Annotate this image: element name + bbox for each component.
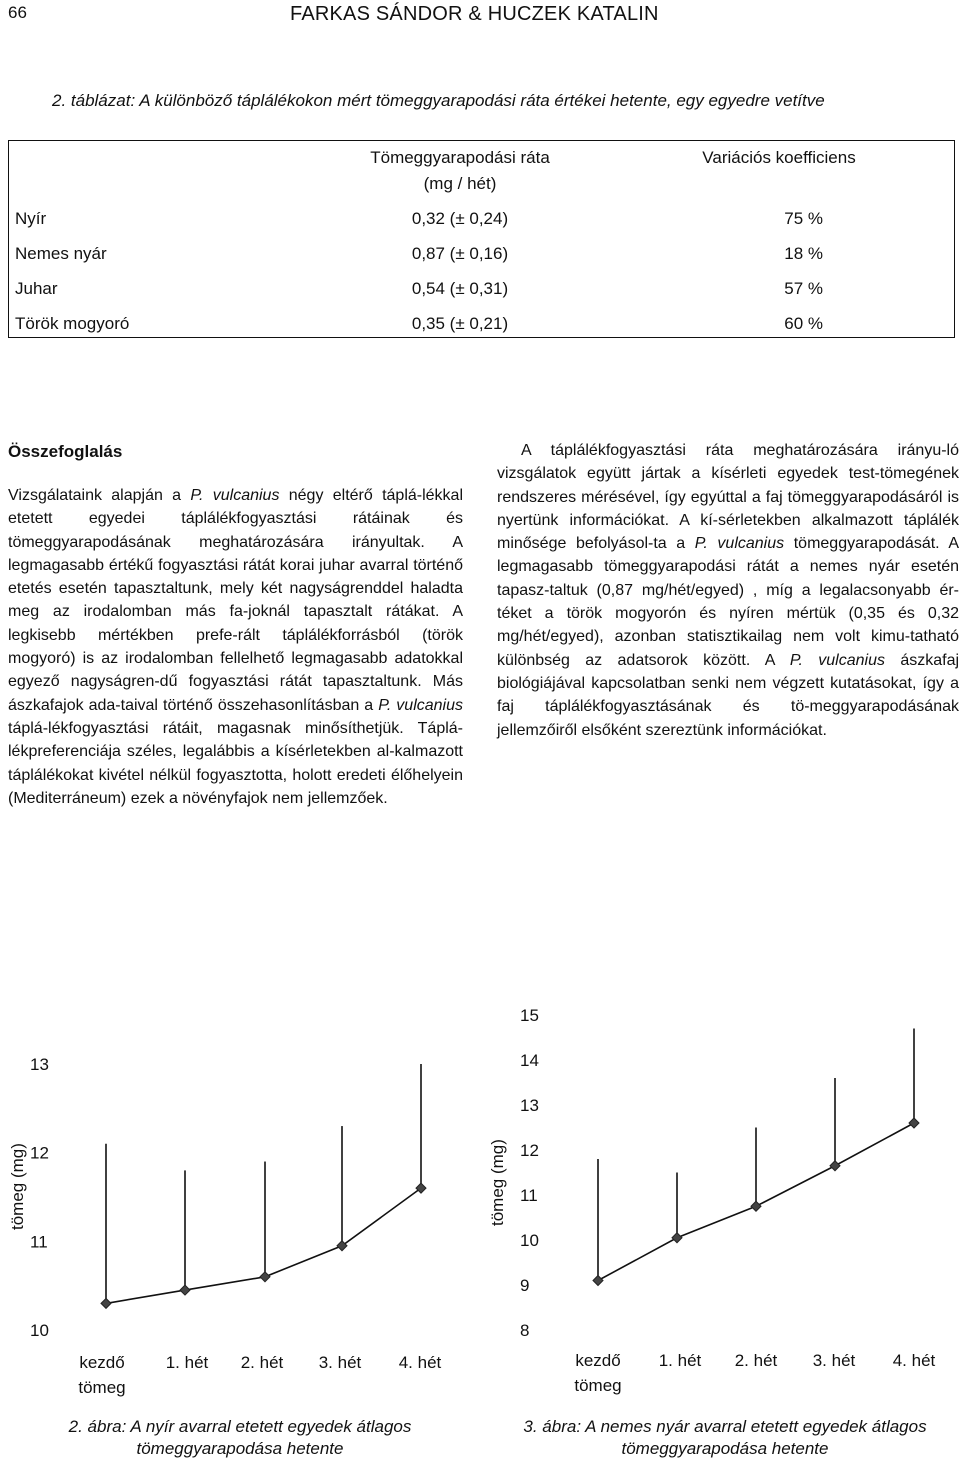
text-span: négy eltérő táplá-lékkal etetett egyedei táplálékfogyasztási rátáinak és tömeggyarapodásának meghatározására irányultak. A legmagasabb értékű fogyasztási rátát korai juhar avarral történő etetés esetén tapasztaltunk, mely két nagyságrenddel haladta meg az irodalomban más fa-joknál tapasztalt rátákat. A legkisebb mértékben prefe-rált táplálékforrásból (török mogyoró) is az irodalomban fellelhető legmagasabb adatokkal egyező nagyságren-dű fogyasztási rátát tapasztaltunk. Más ászkafajok ada-taival történő összehasonlításban a <box>8 487 464 714</box>
row-rate: 0,32 (± 0,24) <box>411 209 509 228</box>
data-point-marker <box>180 1285 190 1295</box>
col-header-cv: Variációs koefficiens <box>702 148 856 167</box>
text-span: táplá-lékfogyasztási rátáit, magasnak minősíthetjük. Táplá-lékpreferenciája széles, legalábbis a kísérletekben al-kalmazott táplálékokat kivétel nélkül fogyasztotta, holott eredeti élőhelyein (Mediterráneum) ezek a növényfajok nem jellemzőek. <box>8 719 463 807</box>
text-span: ászkafaj biológiájával kapcsolatban senki nem végzett kutatásokat, így a faj táplálékfogyasztásának és tö-meggyarapodásának jellemzőiről elsőként szereztünk információkat. <box>497 651 960 739</box>
data-point-marker <box>830 1161 840 1171</box>
row-name: Nemes nyár <box>15 244 107 263</box>
data-point-marker <box>101 1298 111 1308</box>
text-span: tömeggyarapodását. A legmagasabb tömeggyarapodási rátát a nemes nyár esetén tapasz-taltuk (0,87 mg/hét/egyed) , míg a legalacsonyabb ér-téket a török mogyorón és nyíren mértük (0,35 és 0,32 mg/hét/egyed), azonban statisztikailag nem volt kimu-tatható különbség az adatsorok között. A <box>497 535 959 669</box>
x-tick-label: 1. hét <box>658 1351 702 1370</box>
figure-2-caption-line2: tömeggyarapodása hetente <box>136 1439 344 1458</box>
y-tick-label: 12 <box>30 1143 49 1163</box>
text-span: A táplálékfogyasztási ráta meghatározására irányu-ló vizsgálatok együtt jártak a kísérleti egyedek test-tömegének rendszeres mérésével, így egyúttal a faj tömeggyarapodásáról is nyertünk információkat. A kí-sérletekben alkalmazott táplálék minősége befolyásol-ta a <box>497 442 959 553</box>
species-name: P. vulcanius <box>378 696 463 714</box>
row-name: Török mogyoró <box>15 314 130 333</box>
chart-nemes-nyar-weight <box>480 1000 960 1420</box>
row-rate: 0,87 (± 0,16) <box>411 244 509 263</box>
chart-nyir-weight <box>0 1000 480 1420</box>
y-tick-label: 12 <box>520 1141 539 1160</box>
data-point-marker <box>751 1201 761 1211</box>
y-tick-label: 11 <box>520 1186 538 1205</box>
running-header: FARKAS SÁNDOR & HUCZEK KATALIN <box>290 3 659 25</box>
summary-title: Összefoglalás <box>8 442 123 461</box>
y-tick-label: 13 <box>30 1055 49 1074</box>
y-tick-label: 14 <box>520 1051 539 1070</box>
row-name: Nyír <box>15 209 47 228</box>
species-name: P. vulcanius <box>789 651 885 669</box>
series-line <box>106 1188 421 1303</box>
y-tick-label: 13 <box>520 1096 539 1115</box>
row-cv: 57 % <box>784 279 823 298</box>
col-header-rate: Tömeggyarapodási ráta <box>370 148 550 167</box>
row-name: Juhar <box>15 279 58 298</box>
x-tick-label: 1. hét <box>165 1353 209 1372</box>
figure-2-caption <box>20 1416 460 1460</box>
species-name: P. vulcanius <box>694 535 785 553</box>
figure-3-caption-line2: tömeggyarapodása hetente <box>621 1439 829 1458</box>
figure-2-caption-line1: 2. ábra: A nyír avarral etetett egyedek átlagos <box>68 1417 412 1436</box>
data-point-marker <box>593 1276 603 1286</box>
chart2-y-axis-label: tömeg (mg) <box>488 1139 507 1226</box>
x-tick-label: tömeg <box>78 1378 126 1397</box>
figure-3-caption-line1: 3. ábra: A nemes nyár avarral etetett egyedek átlagos <box>523 1417 927 1436</box>
row-cv: 60 % <box>784 314 823 333</box>
x-tick-label: tömeg <box>574 1376 622 1395</box>
x-tick-label: 2. hét <box>734 1351 778 1370</box>
col-header-rate-unit: (mg / hét) <box>423 174 497 193</box>
table-caption: 2. táblázat: A különböző táplálékokon mért tömeggyarapodási ráta értékei hetente, egy egyedre vetítve <box>52 91 825 110</box>
x-tick-label: 3. hét <box>318 1353 362 1372</box>
page-number: 66 <box>8 3 27 22</box>
y-tick-label: 10 <box>520 1231 539 1250</box>
text-span: Vizsgálataink alapján a <box>8 487 191 504</box>
x-tick-label: 4. hét <box>892 1351 936 1370</box>
data-point-marker <box>909 1118 919 1128</box>
x-tick-label: 2. hét <box>240 1353 284 1372</box>
species-name: P. vulcanius <box>190 487 280 504</box>
x-tick-label: 4. hét <box>398 1353 442 1372</box>
y-tick-label: 15 <box>520 1006 539 1025</box>
data-point-marker <box>260 1272 270 1282</box>
data-point-marker <box>672 1233 682 1243</box>
summary-left-column <box>8 484 463 810</box>
figure-3-caption <box>490 1416 960 1460</box>
y-tick-label: 8 <box>520 1321 530 1340</box>
y-tick-label: 10 <box>30 1321 49 1340</box>
x-tick-label: 3. hét <box>812 1351 856 1370</box>
x-tick-label: kezdő <box>79 1353 125 1372</box>
row-cv: 18 % <box>784 244 823 263</box>
x-tick-label: kezdő <box>575 1351 621 1370</box>
row-rate: 0,54 (± 0,31) <box>411 279 509 298</box>
data-table <box>8 140 955 338</box>
chart1-y-axis-label: tömeg (mg) <box>8 1143 27 1230</box>
row-cv: 75 % <box>784 209 823 228</box>
row-rate: 0,35 (± 0,21) <box>411 314 509 333</box>
y-tick-label: 11 <box>30 1232 48 1252</box>
summary-right-column <box>497 439 959 742</box>
y-tick-label: 9 <box>520 1276 530 1295</box>
